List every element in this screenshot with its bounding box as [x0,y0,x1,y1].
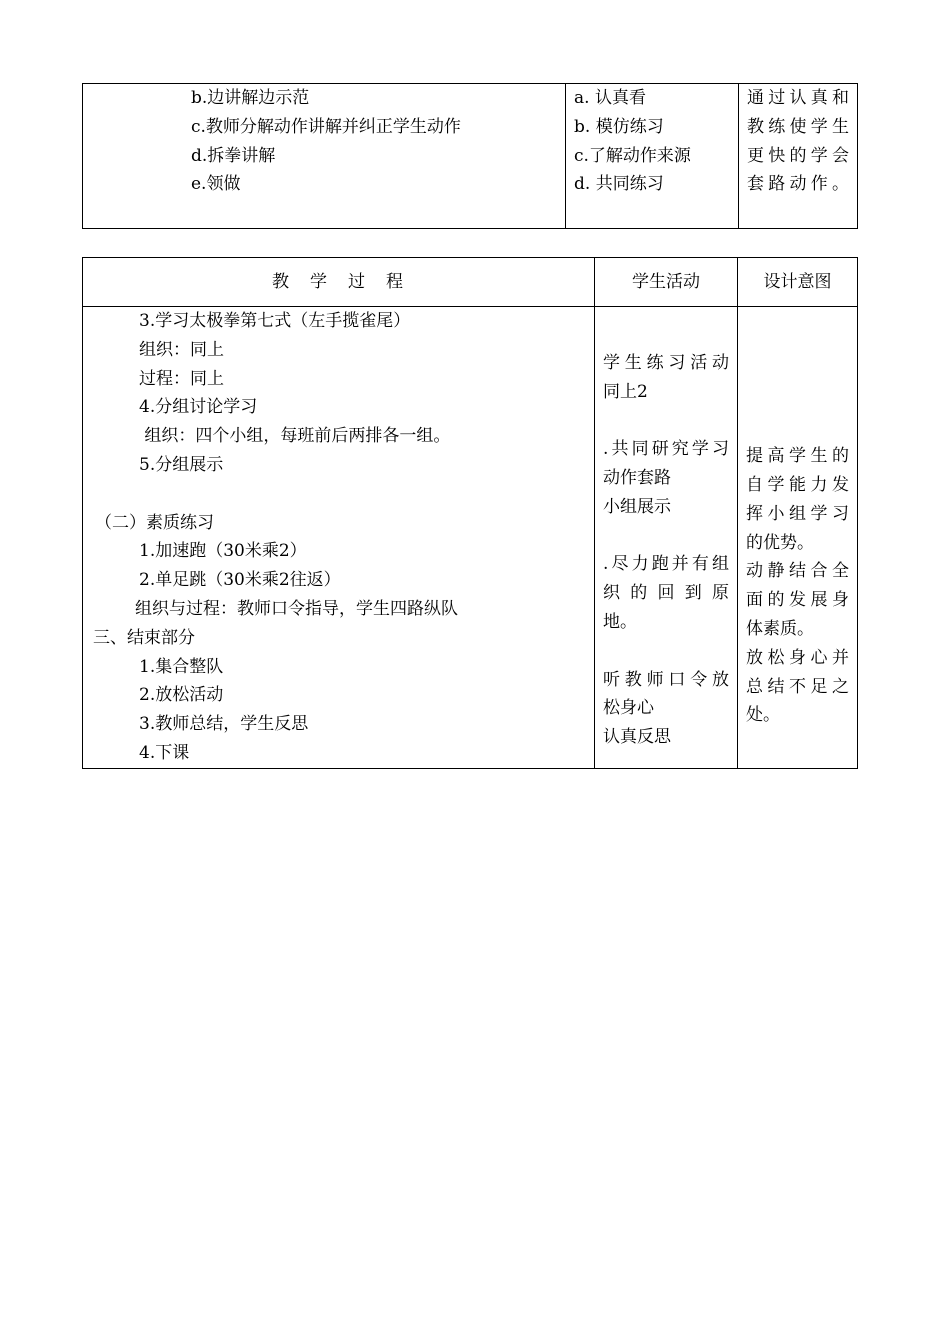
activity-line: a. 认真看 [574,88,646,108]
process-line: 组织：四个小组，每班前后两排各一组。 [139,426,451,447]
process-line: 3.学习太极拳第七式（左手揽雀尾） [139,311,411,331]
process-line: 3.教师总结，学生反思 [139,714,309,735]
lesson-table [82,257,858,769]
activity-line: 同上2 [603,381,648,402]
student-activity-cell [595,307,738,769]
intent-line [746,365,849,394]
process-line: 5.分组展示 [139,454,224,475]
process-line: 三、结束部分 [93,627,195,648]
intent-line: 套路动作。 [747,174,849,195]
intent-line: 更快的学会 [747,145,849,166]
intent-line: 体素质。 [746,618,814,639]
process-line: （二）素质练习 [95,512,214,533]
process-line: 组织：同上 [139,339,224,360]
process-line: 组织与过程：教师口令指导，学生四路纵队 [135,598,458,619]
process-line [83,480,594,509]
activity-line: 动作套路 [603,467,671,488]
activity-line: d. 共同练习 [574,174,664,195]
activity-line: c.了解动作来源 [574,145,691,166]
intent-line: 教练使学生 [747,116,849,137]
intent-line: 提高学生的 [746,446,849,467]
design-intent-cell [738,307,858,769]
student-activity-cell [566,84,739,229]
activity-line: 听教师口令放 [603,669,729,690]
activity-line: .尽力跑并有组 [603,554,729,575]
process-line: 4.下课 [139,742,190,763]
intent-line: 面的发展身 [746,590,849,611]
intent-line: 总结不足之 [746,676,849,697]
intent-line: 放松身心并 [746,647,849,668]
teaching-steps-cell [83,84,566,229]
intent-line [746,336,849,365]
process-line: 4.分组讨论学习 [139,397,258,418]
teaching-process-cell [83,307,595,769]
activity-line: 学生练习活动 [603,352,729,373]
process-line: 2.单足跳（30米乘2往返） [139,570,341,591]
activity-line [603,522,729,551]
activity-line: 地。 [603,611,637,632]
activity-line: 认真反思 [603,727,671,748]
process-line: 1.加速跑（30米乘2） [139,541,307,562]
header-teaching-process: 教 学 过 程 [83,258,595,307]
header-design-intent: 设计意图 [738,258,858,307]
process-line: 1.集合整队 [139,656,224,677]
step-line: d.拆拳讲解 [191,145,276,166]
intent-line: 的优势。 [746,532,814,553]
intent-line [746,422,849,442]
process-line: 过程：同上 [139,368,224,389]
table-row [83,307,858,769]
intent-line: 处。 [746,705,780,726]
intent-line: 自学能力发 [746,474,849,495]
activity-line: .共同研究学习 [603,439,729,460]
header-student-activity: 学生活动 [595,258,738,307]
step-line: e.领做 [191,174,241,195]
table-header-row [83,258,858,307]
intent-line: 通过认真和 [747,88,849,108]
activity-line [603,307,729,336]
lesson-table-continued [82,83,858,229]
design-intent-cell [739,84,858,229]
intent-line [746,307,849,336]
intent-line [746,393,849,422]
step-line: c.教师分解动作讲解并纠正学生动作 [191,116,461,137]
table-row [83,84,858,229]
activity-line: 松身心 [603,698,654,719]
intent-line: 动静结合全 [746,561,849,582]
step-line: b.边讲解边示范 [191,88,310,108]
process-line: 2.放松活动 [139,685,224,706]
activity-line: b. 模仿练习 [574,116,664,137]
activity-line [603,637,729,666]
activity-line [603,336,729,349]
activity-line: 小组展示 [603,496,671,517]
activity-line: 织 的 回 到 原 [603,583,729,604]
intent-line: 挥小组学习 [746,503,849,524]
activity-line [603,406,729,435]
